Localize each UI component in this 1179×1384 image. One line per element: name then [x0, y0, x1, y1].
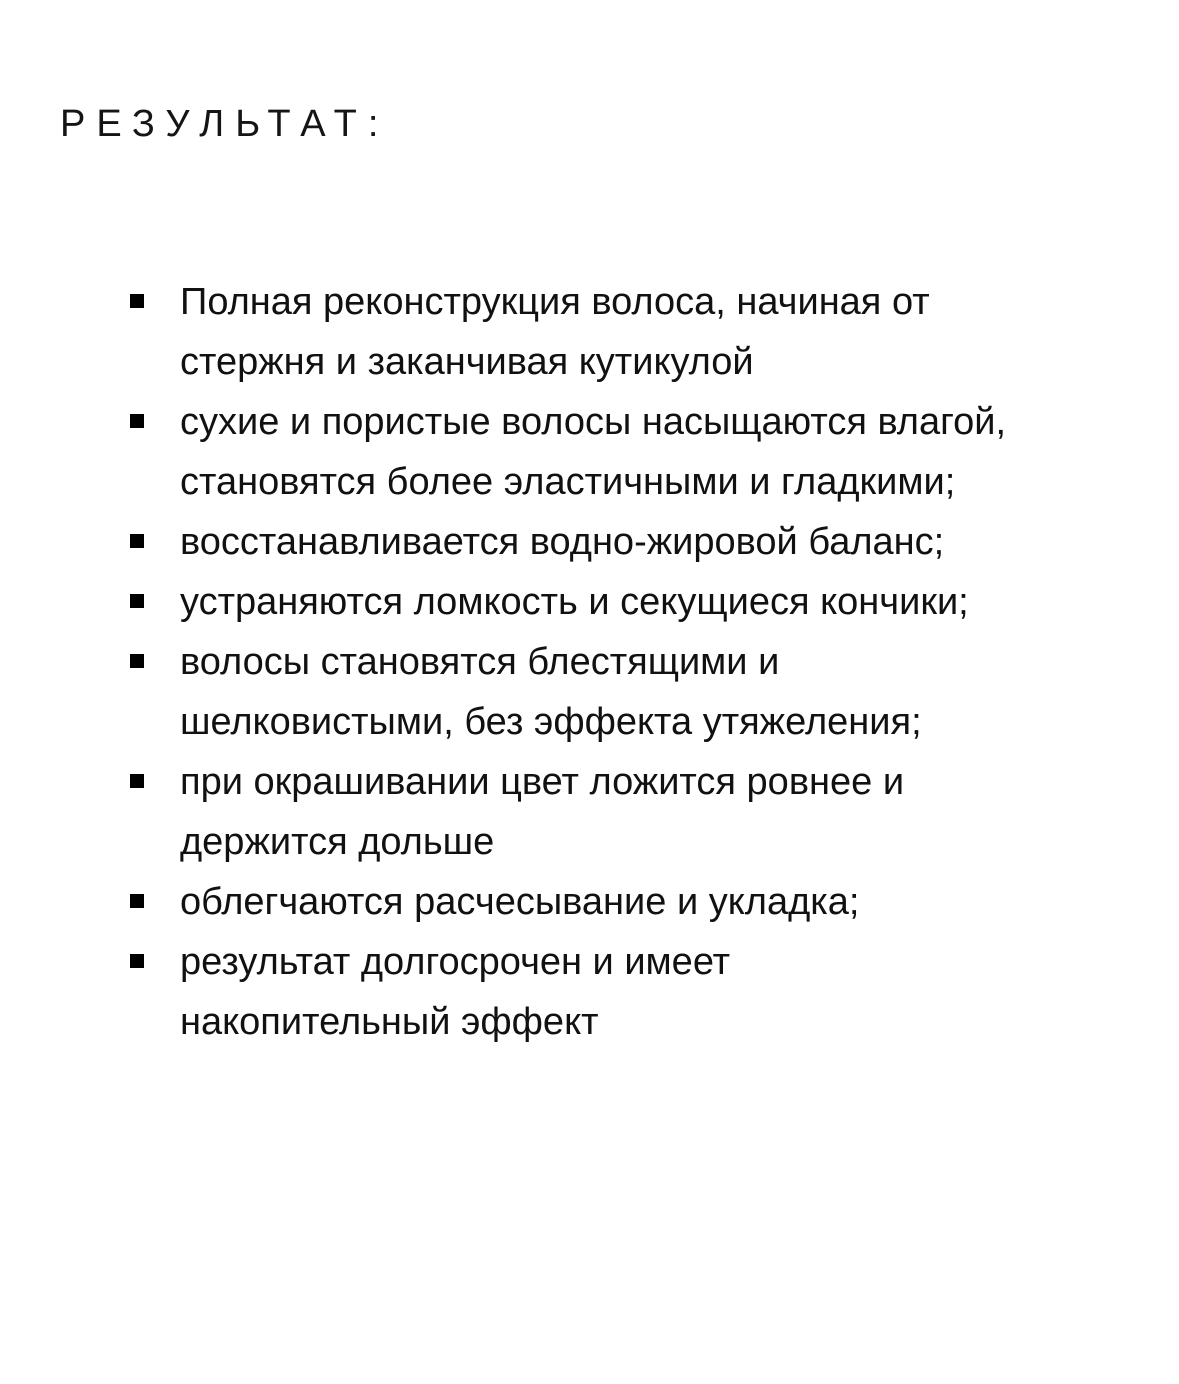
square-bullet-icon: [130, 534, 144, 548]
square-bullet-icon: [130, 954, 144, 968]
list-item-text: восстанавливается водно-жировой баланс;: [180, 521, 945, 563]
list-item-text: устраняются ломкость и секущиеся кончики;: [180, 581, 969, 623]
section-heading: РЕЗУЛЬТАТ:: [60, 103, 390, 145]
square-bullet-icon: [130, 414, 144, 428]
list-item: [180, 932, 1010, 1052]
square-bullet-icon: [130, 294, 144, 308]
list-item: [180, 632, 1010, 752]
list-item: [180, 752, 1010, 872]
result-list: [180, 272, 1010, 1052]
list-item-text: результат долгосрочен и имеет накопительный эффект: [180, 941, 731, 1043]
list-item-text: облегчаются расчесывание и укладка;: [180, 881, 860, 923]
list-item: [180, 512, 1010, 572]
square-bullet-icon: [130, 654, 144, 668]
list-item: [180, 392, 1010, 512]
list-item: [180, 272, 1010, 392]
list-item-text: волосы становятся блестящими и шелковистыми, без эффекта утяжеления;: [180, 641, 922, 743]
list-item-text: Полная реконструкция волоса, начиная от стержня и заканчивая кутикулой: [180, 281, 930, 383]
list-item: [180, 872, 1010, 932]
square-bullet-icon: [130, 894, 144, 908]
square-bullet-icon: [130, 594, 144, 608]
list-item: [180, 572, 1010, 632]
list-item-text: при окрашивании цвет ложится ровнее и держится дольше: [180, 761, 905, 863]
square-bullet-icon: [130, 774, 144, 788]
list-item-text: сухие и пористые волосы насыщаются влагой, становятся более эластичными и гладкими;: [180, 401, 1007, 503]
